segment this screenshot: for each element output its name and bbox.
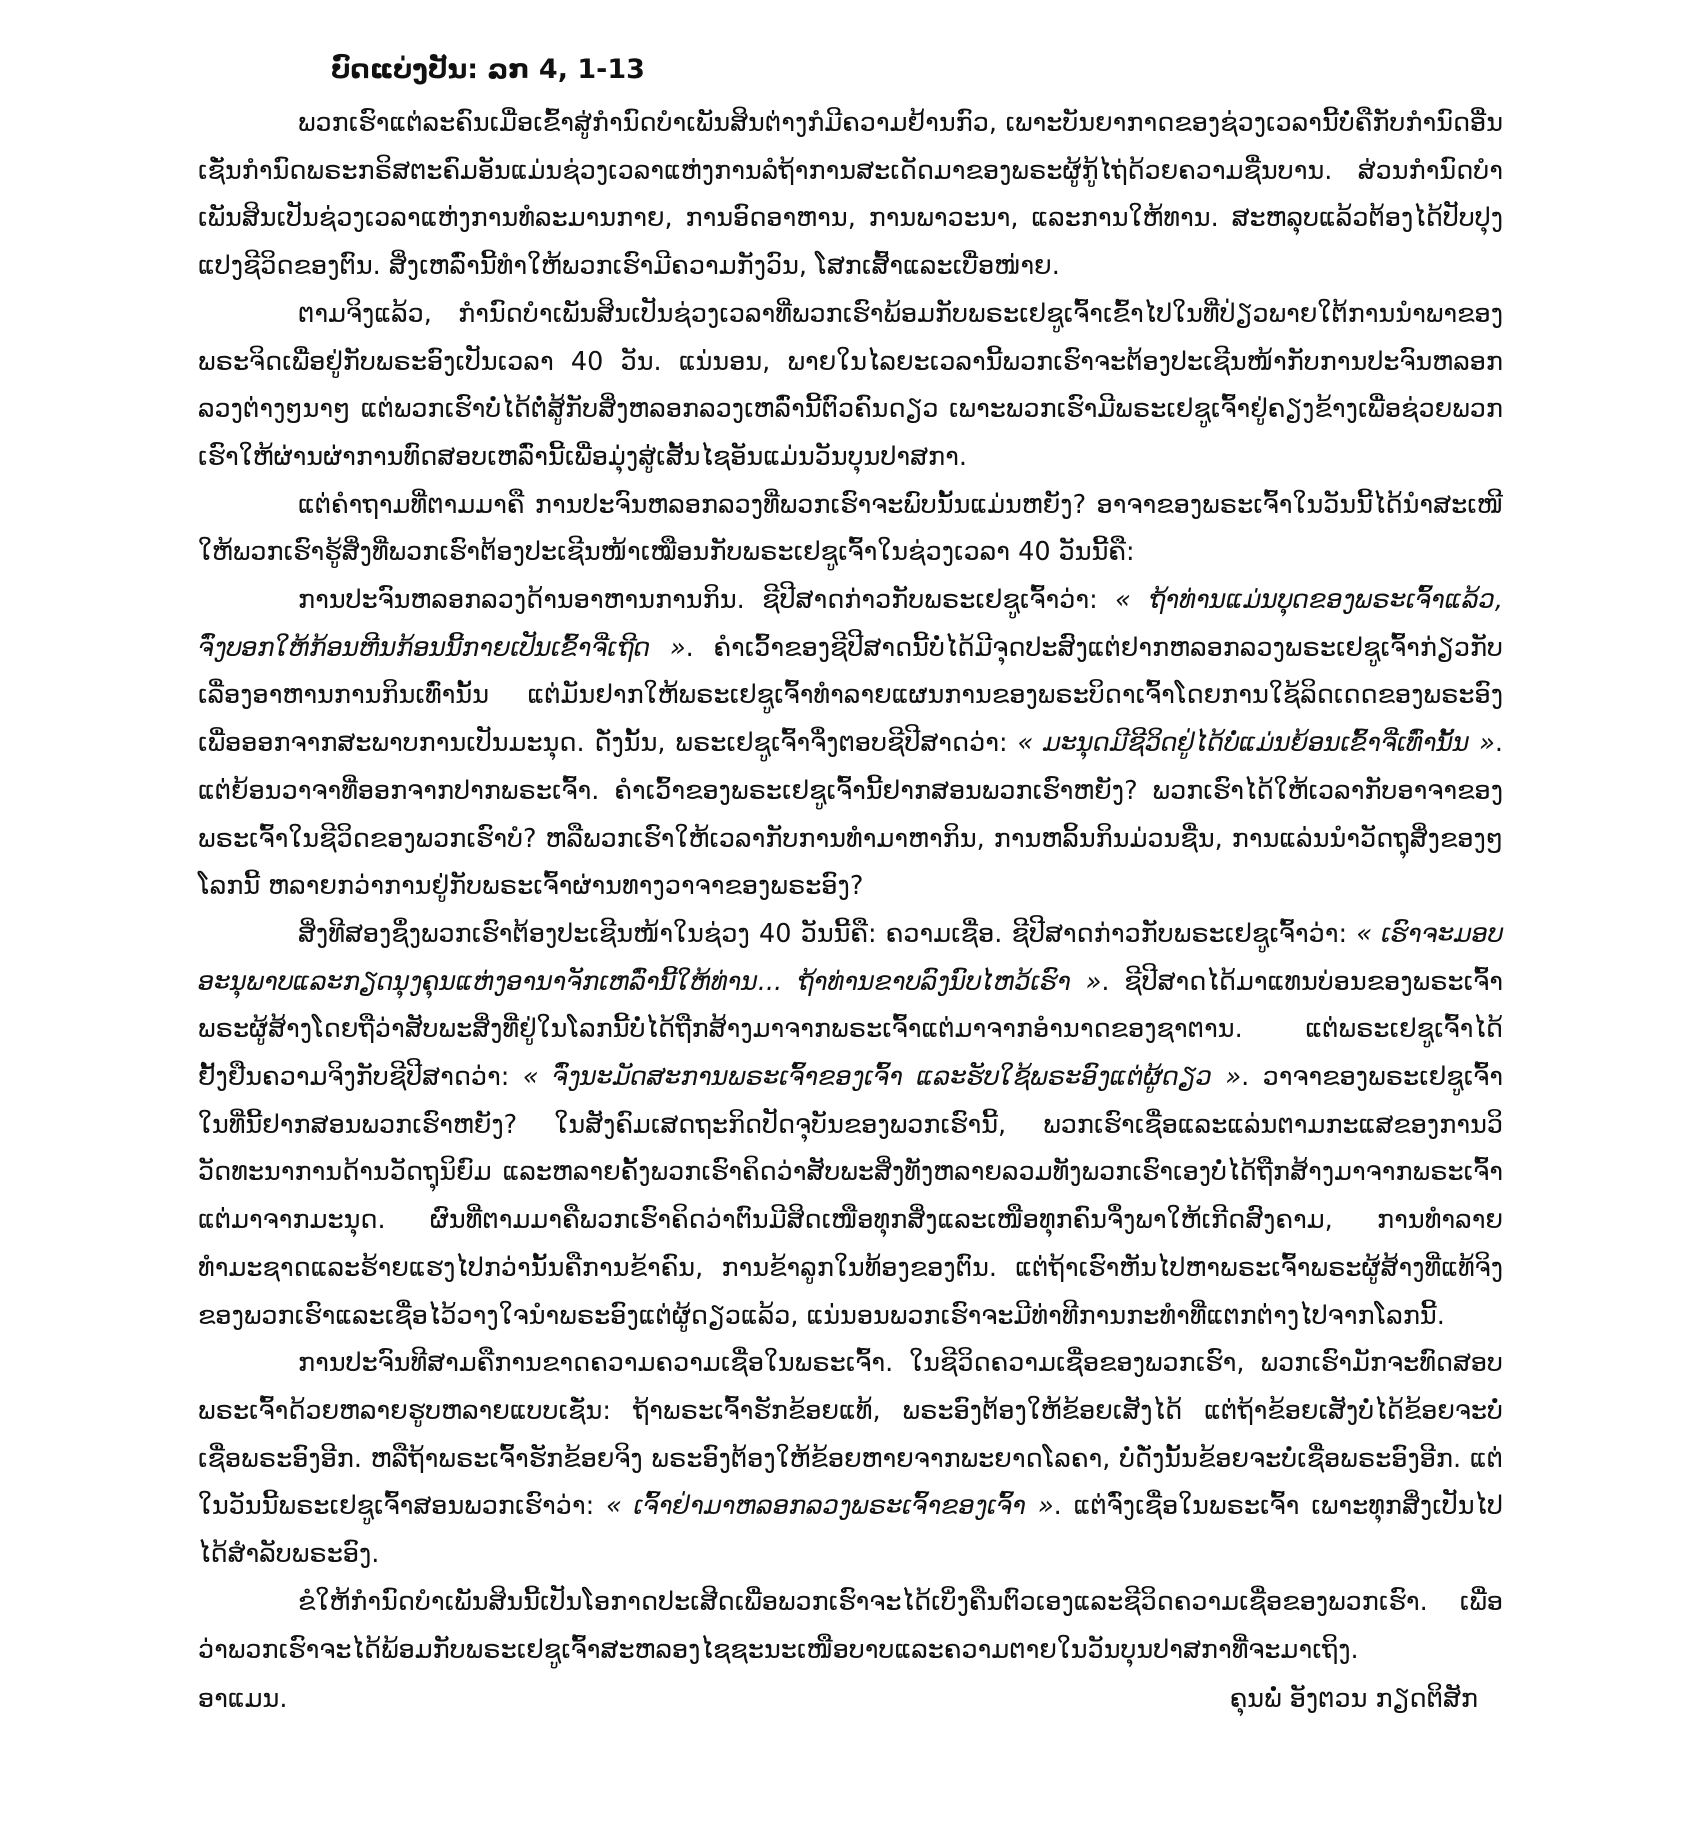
document-body <box>198 100 1503 1674</box>
document-title: ບົດແບ່ງປັນ: ລກ 4, 1-13 <box>331 54 645 85</box>
text-segment: ສິ່ງທີສອງຊຶ່ງພວກເຮົາຕ້ອງປະເຊີນໜ້າໃນຊ່ວງ 40 ວັນນີ້ຄື: ຄວາມເຊື່ອ. ຊີປີສາດກ່າວກັບພຣະເຢຊູເຈົ້າວ່າ: <box>298 918 1357 949</box>
text-segment: . ວາຈາຂອງພຣະເຢຊູເຈົ້າໃນທີ່ນີ້ຢາກສອນພວກເຮົາຫຍັງ? ໃນສັງຄົມເສດຖະກິດປັດຈຸບັນຂອງພວກເຮົານີ້, ພວກເຮົາເຊື່ອແລະແລ່ນຕາມກະແສຂອງການວິວັດທະນາການດ້ານວັດຖຸນິຍົມ ແລະຫລາຍຄັ້ງພວກເຮົາຄິດວ່າສັບພະສິ່ງທັງຫລາຍລວມທັງພວກເຮົາເອງບໍ່ໄດ້ຖືກສ້າງມາຈາກພຣະເຈົ້າ ແຕ່ມາຈາກມະນຸດ. ຜົນທີ່ຕາມມາຄືພວກເຮົາຄິດວ່າຕົນມີສິດເໜືອທຸກສິ່ງແລະເໜືອທຸກຄົນຈຶ່ງພາໃຫ້ເກີດສົງຄາມ, ການທຳລາຍທຳມະຊາດແລະຮ້າຍແຮງໄປກວ່ານັ້ນຄືການຂ້າຄົນ, ການຂ້າລູກໃນທ້ອງຂອງຕົນ. ແຕ່ຖ້າເຮົາຫັນໄປຫາພຣະເຈົ້າພຣະຜູ້ສ້າງທີ່ແທ້ຈິງຂອງພວກເຮົາແລະເຊື່ອໄວ້ວາງໃຈນຳພຣະອົງແຕ່ຜູ້ດຽວແລ້ວ, ແນ່ນອນພວກເຮົາຈະມີທ່າທີການກະທຳທີ່ແຕກຕ່າງໄປຈາກໂລກນີ້. <box>198 1062 1504 1331</box>
closing-line <box>198 1676 1503 1724</box>
closing-amen: ອາແມນ. <box>198 1684 288 1715</box>
text-segment: ການປະຈົນທີສາມຄືການຂາດຄວາມຄວາມເຊື່ອໃນພຣະເຈົ້າ. ໃນຊີວິດຄວາມເຊື່ອຂອງພວກເຮົາ, ພວກເຮົາມັກຈະທົດສອບພຣະເຈົ້າດ້ວຍຫລາຍຮູບຫລາຍແບບເຊັ່ນ: ຖ້າພຣະເຈົ້າຮັກຂ້ອຍແທ້, ພຣະອົງຕ້ອງໃຫ້ຂ້ອຍເສັງໄດ້ ແຕ່ຖ້າຂ້ອຍເສັງບໍ່ໄດ້ຂ້ອຍຈະບໍ່ເຊື່ອພຣະອົງອີກ. ຫລືຖ້າພຣະເຈົ້າຮັກຂ້ອຍຈິງ ພຣະອົງຕ້ອງໃຫ້ຂ້ອຍຫາຍຈາກພະຍາດໂລຄາ, ບໍ່ດັ່ງນັ້ນຂ້ອຍຈະບໍ່ເຊື່ອພຣະອົງອີກ. ແຕ່ໃນວັນນີ້ພຣະເຢຊູເຈົ້າສອນພວກເຮົາວ່າ: <box>198 1348 1503 1522</box>
paragraph-2 <box>198 291 1503 482</box>
paragraph-1 <box>198 100 1503 291</box>
paragraph-7 <box>198 1579 1503 1674</box>
paragraph-3 <box>198 482 1503 577</box>
paragraph-5 <box>198 911 1503 1340</box>
author-signature: ຄຸນພໍ່ ອັງຕວນ ກຽດຕິສັກ <box>1229 1684 1478 1715</box>
quote-segment: « ຈົ່ງນະມັດສະການພຣະເຈົ້າຂອງເຈົ້າ ແລະຮັບໃຊ້ພຣະອົງແຕ່ຜູ້ດຽວ » <box>522 1062 1242 1093</box>
text-segment: ການປະຈົນຫລອກລວງດ້ານອາຫານການກິນ. ຊີປີສາດກ່າວກັບພຣະເຢຊູເຈົ້າວ່າ: <box>298 585 1116 616</box>
text-segment: . ແຕ່ຈົ່ງເຊື່ອໃນພຣະເຈົ້າ ເພາະທຸກສິ່ງເປັນໄປໄດ້ສຳລັບພຣະອົງ. <box>198 1491 1503 1570</box>
text-segment: ຂໍໃຫ້ກຳນົດບຳເພັນສິນນີ້ເປັນໂອກາດປະເສີດເພື່ອພວກເຮົາຈະໄດ້ເບິ່ງຄືນຕົວເອງແລະຊີວິດຄວາມເຊື່ອຂອງພວກເຮົາ. ເພື່ອວ່າພວກເຮົາຈະໄດ້ພ້ອມກັບພຣະເຢຊູເຈົ້າສະຫລອງໄຊຊະນະເໜືອບາບແລະຄວາມຕາຍໃນວັນບຸນປາສກາທີ່ຈະມາເຖິງ. <box>198 1586 1503 1665</box>
paragraph-6 <box>198 1340 1503 1579</box>
text-segment: ຕາມຈິງແລ້ວ, ກຳນົດບຳເພັນສິນເປັນຊ່ວງເວລາທີ່ພວກເຮົາພ້ອມກັບພຣະເຢຊູເຈົ້າເຂົ້າໄປໃນທີ່ປ່ຽວພາຍໃຕ້ການນຳພາຂອງພຣະຈິດເພື່ອຢູ່ກັບພຣະອົງເປັນເວລາ 40 ວັນ. ແນ່ນອນ, ພາຍໃນໄລຍະເວລານີ້ພວກເຮົາຈະຕ້ອງປະເຊີນໜ້າກັບການປະຈົນຫລອກລວງຕ່າງໆນາໆ ແຕ່ພວກເຮົາບໍ່ໄດ້ຕໍ່ສູ້ກັບສິ່ງຫລອກລວງເຫລົ່ານີ້ຕົວຄົນດຽວ ເພາະພວກເຮົາມີພຣະເຢຊູເຈົ້າຢູ່ຄຽງຂ້າງເພື່ອຊ່ວຍພວກເຮົາໃຫ້ຜ່ານຜ່າການທົດສອບເຫລົ່ານີ້ເພື່ອມຸ່ງສູ່ເສັ້ນໄຊອັນແມ່ນວັນບຸນປາສກາ. <box>198 298 1503 472</box>
paragraph-4 <box>198 577 1503 911</box>
text-segment: . ແຕ່ຍ້ອນວາຈາທີ່ອອກຈາກປາກພຣະເຈົ້າ. ຄຳເວົ້າຂອງພຣະເຢຊູເຈົ້ານີ້ຢາກສອນພວກເຮົາຫຍັງ? ພວກເຮົາໄດ້ໃຫ້ເວລາກັບອາຈາຂອງພຣະເຈົ້າໃນຊີວິດຂອງພວກເຮົາບໍ? ຫລືພວກເຮົາໃຫ້ເວລາກັບການທຳມາຫາກິນ, ການຫລິ້ນກິນມ່ວນຊື່ນ, ການແລ່ນນຳວັດຖຸສິ່ງຂອງໆໂລກນີ້ ຫລາຍກວ່າການຢູ່ກັບພຣະເຈົ້າຜ່ານທາງວາຈາຂອງພຣະອົງ? <box>198 728 1503 902</box>
text-segment: ພວກເຮົາແຕ່ລະຄົນເມື່ອເຂົ້າສູ່ກຳນົດບຳເພັນສິນຕ່າງກໍມີຄວາມຢ້ານກົວ, ເພາະບັນຍາກາດຂອງຊ່ວງເວລານີ້ບໍ່ຄືກັບກຳນົດອື່ນ ເຊັ່ນກຳນົດພຣະກຣິສຕະຄົມອັນແມ່ນຊ່ວງເວລາແຫ່ງການລໍຖ້າການສະເດັດມາຂອງພຣະຜູ້ກູ້ໄຖ່ດ້ວຍຄວາມຊື່ນບານ. ສ່ວນກຳນົດບຳເພັນສິນເປັນຊ່ວງເວລາແຫ່ງການທໍລະມານກາຍ, ການອົດອາຫານ, ການພາວະນາ, ແລະການໃຫ້ທານ. ສະຫລຸບແລ້ວຕ້ອງໄດ້ປັບປຸງແປງຊີວິດຂອງຕົນ. ສິ່ງເຫລົ່ານີ້ທຳໃຫ້ພວກເຮົາມີຄວາມກັງວົນ, ໂສກເສົ້າແລະເບື່ອໜ່າຍ. <box>198 108 1503 282</box>
text-segment: ແຕ່ຄຳຖາມທີ່ຕາມມາຄື ການປະຈົນຫລອກລວງທີ່ພວກເຮົາຈະພົບນັ້ນແມ່ນຫຍັງ? ອາຈາຂອງພຣະເຈົ້າໃນວັນນີ້ໄດ້ນຳສະເໜີໃຫ້ພວກເຮົາຮູ້ສິ່ງທີ່ພວກເຮົາຕ້ອງປະເຊີນໜ້າເໝືອນກັບພຣະເຢຊູເຈົ້າໃນຊ່ວງເວລາ 40 ວັນນີ້ຄື: <box>198 489 1503 568</box>
quote-segment: « ຖ້າທ່ານແມ່ນບຸດຂອງພຣະເຈົ້າແລ້ວ, ຈົ່ງບອກໃຫ້ກ້ອນຫີນກ້ອນນີ້ກາຍເປັນເຂົ້າຈີ່ເຖີດ » <box>198 585 1503 663</box>
document-page <box>198 36 1503 1724</box>
quote-segment: « ມະນຸດມີຊີວິດຢູ່ໄດ້ບໍ່ແມ່ນຍ້ອນເຂົ້າຈີ່ເທົ່ານັ້ນ » <box>1017 728 1495 759</box>
text-segment: . ຄຳເວົ້າຂອງຊີປີສາດນີ້ບໍ່ໄດ້ມີຈຸດປະສົງແຕ່ຢາກຫລອກລວງພຣະເຢຊູເຈົ້າກ່ຽວກັບເລື່ອງອາຫານການກິນເທົ່ານັ້ນ ແຕ່ມັນຢາກໃຫ້ພຣະເຢຊູເຈົ້າທຳລາຍແຜນການຂອງພຣະບິດາເຈົ້າໂດຍການໃຊ້ລິດເດດຂອງພຣະອົງເພື່ອອອກຈາກສະພາບການເປັນມະນຸດ. ດັ່ງນັ້ນ, ພຣະເຢຊູເຈົ້າຈຶ່ງຕອບຊີປີສາດວ່າ: <box>198 632 1503 759</box>
quote-segment: « ເຮົາຈະມອບອະນຸພາບແລະກຽດນຸງຄຸນແຫ່ງອານາຈັກເຫລົ່ານີ້ໃຫ້ທ່ານ... ຖ້າທ່ານຂາບລົງນົບໄຫວ້ເຮົາ » <box>198 918 1503 997</box>
text-segment: . ຊີປີສາດໄດ້ມາແທນບ່ອນຂອງພຣະເຈົ້າພຣະຜູ້ສ້າງໂດຍຖືວ່າສັບພະສິ່ງທີ່ຢູ່ໃນໂລກນີ້ບໍ່ໄດ້ຖືກສ້າງມາຈາກພຣະເຈົ້າແຕ່ມາຈາກອຳນາດຂອງຊາຕານ. ແຕ່ພຣະເຢຊູເຈົ້າໄດ້ຢັ້ງຢືນຄວາມຈິງກັບຊີປີສາດວ່າ: <box>198 966 1503 1093</box>
quote-segment: « ເຈົ້າຢ່າມາຫລອກລວງພຣະເຈົ້າຂອງເຈົ້າ » <box>606 1491 1054 1522</box>
